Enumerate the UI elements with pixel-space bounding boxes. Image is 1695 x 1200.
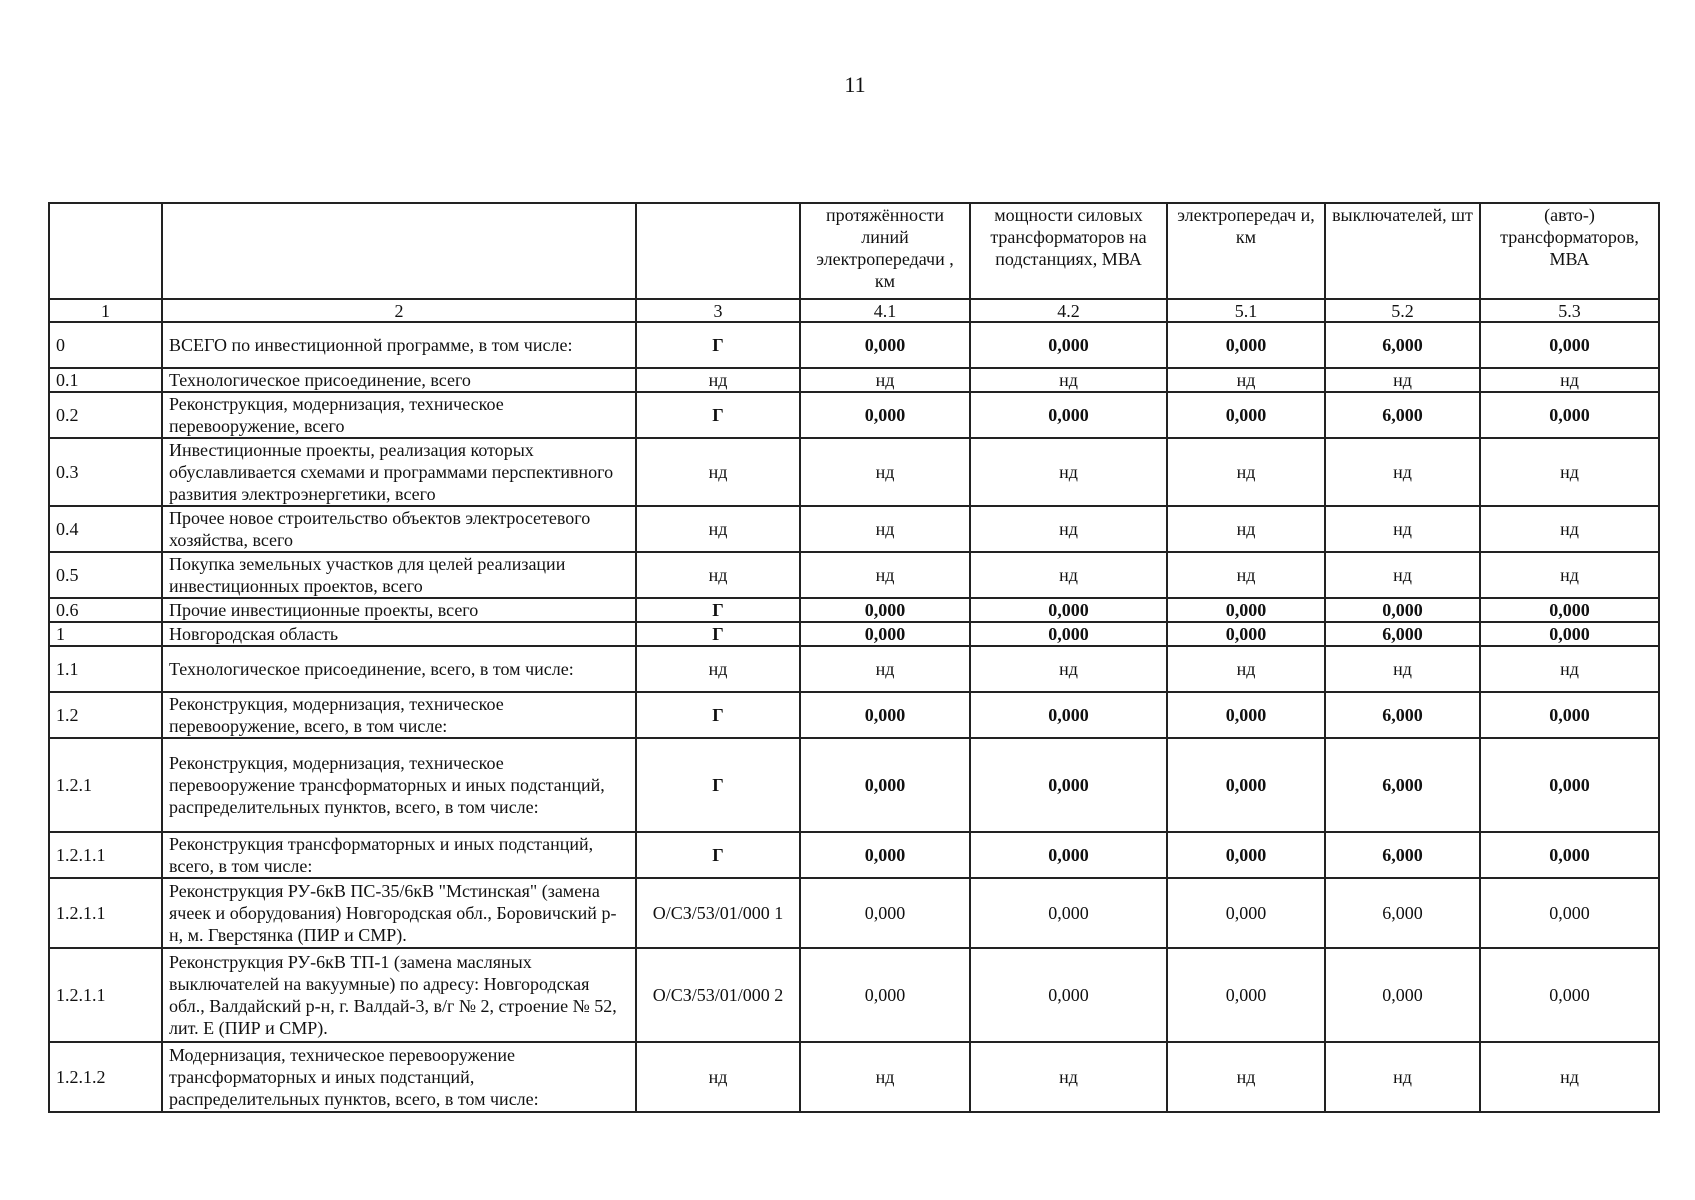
- cell-autotransformers-mva: нд: [1480, 1042, 1659, 1112]
- cell-length-lines-km: нд: [800, 646, 970, 692]
- cell-autotransformers-mva: 0,000: [1480, 832, 1659, 878]
- cell-breakers-count: нд: [1325, 506, 1480, 552]
- cell-transformer-power-mva: 0,000: [970, 692, 1167, 738]
- cell-autotransformers-mva: нд: [1480, 438, 1659, 506]
- cell-length-lines-km: 0,000: [800, 832, 970, 878]
- header-cell-transformer-power-mva: мощности силовых трансформаторов на подстанциях, МВА: [970, 203, 1167, 299]
- cell-transformer-power-mva: 0,000: [970, 948, 1167, 1042]
- cell-project-id: Г: [636, 832, 800, 878]
- cell-name: ВСЕГО по инвестиционной программе, в том числе:: [162, 322, 636, 368]
- cell-breakers-count: 6,000: [1325, 322, 1480, 368]
- column-number-cell: 1: [49, 299, 162, 322]
- header-cell-name: [162, 203, 636, 299]
- header-cell-code: [49, 203, 162, 299]
- header-cell-project-id: [636, 203, 800, 299]
- cell-autotransformers-mva: 0,000: [1480, 598, 1659, 622]
- cell-name: Технологическое присоединение, всего, в том числе:: [162, 646, 636, 692]
- cell-transformer-power-mva: нд: [970, 506, 1167, 552]
- cell-autotransformers-mva: 0,000: [1480, 392, 1659, 438]
- cell-length-lines-km: 0,000: [800, 322, 970, 368]
- cell-breakers-count: 6,000: [1325, 622, 1480, 646]
- cell-breakers-count: 0,000: [1325, 598, 1480, 622]
- cell-transformer-power-mva: 0,000: [970, 622, 1167, 646]
- cell-name: Реконструкция, модернизация, техническое перевооружение, всего: [162, 392, 636, 438]
- cell-autotransformers-mva: нд: [1480, 552, 1659, 598]
- cell-length-lines-km: нд: [800, 506, 970, 552]
- cell-power-lines-km: 0,000: [1167, 598, 1325, 622]
- cell-project-id: нд: [636, 438, 800, 506]
- cell-length-lines-km: нд: [800, 438, 970, 506]
- cell-transformer-power-mva: нд: [970, 1042, 1167, 1112]
- column-number-cell: 5.1: [1167, 299, 1325, 322]
- cell-length-lines-km: 0,000: [800, 948, 970, 1042]
- cell-transformer-power-mva: нд: [970, 552, 1167, 598]
- cell-power-lines-km: нд: [1167, 552, 1325, 598]
- table-row: [49, 598, 1659, 622]
- cell-name: Новгородская область: [162, 622, 636, 646]
- cell-length-lines-km: нд: [800, 368, 970, 392]
- table-row: [49, 738, 1659, 832]
- cell-power-lines-km: 0,000: [1167, 878, 1325, 948]
- cell-project-id: нд: [636, 1042, 800, 1112]
- table-row: [49, 948, 1659, 1042]
- cell-name: Инвестиционные проекты, реализация которых обуславливается схемами и программами перспективного развития электроэнергетики, всего: [162, 438, 636, 506]
- table-header-row: [49, 203, 1659, 299]
- header-cell-autotransformers-mva: (авто-) трансформаторов, МВА: [1480, 203, 1659, 299]
- cell-code: 1.2: [49, 692, 162, 738]
- header-cell-length-lines-km: протяжённости линий электропередачи , км: [800, 203, 970, 299]
- cell-project-id: нд: [636, 646, 800, 692]
- cell-autotransformers-mva: 0,000: [1480, 878, 1659, 948]
- cell-code: 0.5: [49, 552, 162, 598]
- cell-breakers-count: 6,000: [1325, 392, 1480, 438]
- cell-breakers-count: 6,000: [1325, 738, 1480, 832]
- cell-breakers-count: нд: [1325, 1042, 1480, 1112]
- cell-transformer-power-mva: нд: [970, 368, 1167, 392]
- table-row: [49, 368, 1659, 392]
- table-row: [49, 646, 1659, 692]
- cell-transformer-power-mva: 0,000: [970, 322, 1167, 368]
- column-number-cell: 4.1: [800, 299, 970, 322]
- cell-power-lines-km: 0,000: [1167, 622, 1325, 646]
- cell-name: Модернизация, техническое перевооружение трансформаторных и иных подстанций, распределительных пунктов, всего, в том числе:: [162, 1042, 636, 1112]
- cell-power-lines-km: нд: [1167, 1042, 1325, 1112]
- cell-length-lines-km: 0,000: [800, 392, 970, 438]
- table-row: [49, 438, 1659, 506]
- cell-length-lines-km: 0,000: [800, 738, 970, 832]
- cell-power-lines-km: 0,000: [1167, 322, 1325, 368]
- cell-transformer-power-mva: нд: [970, 438, 1167, 506]
- cell-code: 0.1: [49, 368, 162, 392]
- column-number-cell: 3: [636, 299, 800, 322]
- column-number-cell: 5.3: [1480, 299, 1659, 322]
- cell-transformer-power-mva: 0,000: [970, 738, 1167, 832]
- cell-breakers-count: 6,000: [1325, 692, 1480, 738]
- investment-program-table: [48, 202, 1660, 1113]
- cell-power-lines-km: 0,000: [1167, 832, 1325, 878]
- cell-code: 0.4: [49, 506, 162, 552]
- cell-length-lines-km: 0,000: [800, 878, 970, 948]
- cell-code: 1.1: [49, 646, 162, 692]
- column-number-cell: 4.2: [970, 299, 1167, 322]
- cell-project-id: нд: [636, 506, 800, 552]
- cell-length-lines-km: 0,000: [800, 598, 970, 622]
- cell-length-lines-km: 0,000: [800, 692, 970, 738]
- cell-power-lines-km: нд: [1167, 368, 1325, 392]
- cell-transformer-power-mva: 0,000: [970, 598, 1167, 622]
- cell-name: Реконструкция РУ-6кВ ТП-1 (замена масляных выключателей на вакуумные) по адресу: Новгородская обл., Валдайский р-н, г. Валдай-3, в/г № 2, строение № 52, лит. Е (ПИР и СМР).: [162, 948, 636, 1042]
- cell-code: 1.2.1.1: [49, 832, 162, 878]
- cell-transformer-power-mva: нд: [970, 646, 1167, 692]
- cell-code: 0.6: [49, 598, 162, 622]
- cell-name: Реконструкция трансформаторных и иных подстанций, всего, в том числе:: [162, 832, 636, 878]
- cell-autotransformers-mva: 0,000: [1480, 692, 1659, 738]
- cell-project-id: Г: [636, 692, 800, 738]
- table-row: [49, 878, 1659, 948]
- cell-breakers-count: нд: [1325, 552, 1480, 598]
- column-number-cell: 5.2: [1325, 299, 1480, 322]
- cell-autotransformers-mva: 0,000: [1480, 738, 1659, 832]
- cell-autotransformers-mva: 0,000: [1480, 622, 1659, 646]
- cell-project-id: Г: [636, 738, 800, 832]
- cell-code: 1.2.1: [49, 738, 162, 832]
- table-row: [49, 552, 1659, 598]
- cell-autotransformers-mva: нд: [1480, 506, 1659, 552]
- cell-project-id: Г: [636, 598, 800, 622]
- cell-transformer-power-mva: 0,000: [970, 878, 1167, 948]
- cell-name: Реконструкция, модернизация, техническое перевооружение трансформаторных и иных подстанций, распределительных пунктов, всего, в том числе:: [162, 738, 636, 832]
- cell-project-id: нд: [636, 552, 800, 598]
- cell-power-lines-km: нд: [1167, 506, 1325, 552]
- cell-length-lines-km: нд: [800, 552, 970, 598]
- cell-project-id: Г: [636, 322, 800, 368]
- cell-transformer-power-mva: 0,000: [970, 392, 1167, 438]
- cell-code: 0.3: [49, 438, 162, 506]
- cell-length-lines-km: нд: [800, 1042, 970, 1112]
- cell-code: 0.2: [49, 392, 162, 438]
- cell-name: Технологическое присоединение, всего: [162, 368, 636, 392]
- table-row: [49, 692, 1659, 738]
- cell-code: 1: [49, 622, 162, 646]
- cell-name: Прочие инвестиционные проекты, всего: [162, 598, 636, 622]
- table-row: [49, 392, 1659, 438]
- cell-project-id: Г: [636, 622, 800, 646]
- table-row: [49, 832, 1659, 878]
- cell-project-id: О/СЗ/53/01/000 2: [636, 948, 800, 1042]
- header-cell-power-lines-km: электропередач и, км: [1167, 203, 1325, 299]
- cell-project-id: О/СЗ/53/01/000 1: [636, 878, 800, 948]
- table-row: [49, 506, 1659, 552]
- cell-power-lines-km: нд: [1167, 646, 1325, 692]
- cell-autotransformers-mva: нд: [1480, 368, 1659, 392]
- cell-project-id: нд: [636, 368, 800, 392]
- cell-autotransformers-mva: 0,000: [1480, 948, 1659, 1042]
- cell-project-id: Г: [636, 392, 800, 438]
- table-row: [49, 622, 1659, 646]
- cell-transformer-power-mva: 0,000: [970, 832, 1167, 878]
- cell-power-lines-km: 0,000: [1167, 692, 1325, 738]
- cell-autotransformers-mva: 0,000: [1480, 322, 1659, 368]
- cell-power-lines-km: 0,000: [1167, 392, 1325, 438]
- page-number: 11: [844, 72, 866, 97]
- cell-power-lines-km: 0,000: [1167, 948, 1325, 1042]
- cell-code: 1.2.1.2: [49, 1042, 162, 1112]
- header-cell-breakers-count: выключателей, шт: [1325, 203, 1480, 299]
- cell-name: Реконструкция РУ-6кВ ПС-35/6кВ "Мстинская" (замена ячеек и оборудования) Новгородская обл., Боровичский р-н, м. Гверстянка (ПИР и СМР).: [162, 878, 636, 948]
- cell-name: Реконструкция, модернизация, техническое перевооружение, всего, в том числе:: [162, 692, 636, 738]
- cell-name: Покупка земельных участков для целей реализации инвестиционных проектов, всего: [162, 552, 636, 598]
- cell-length-lines-km: 0,000: [800, 622, 970, 646]
- cell-code: 1.2.1.1: [49, 948, 162, 1042]
- column-number-cell: 2: [162, 299, 636, 322]
- table-row: [49, 322, 1659, 368]
- cell-breakers-count: 0,000: [1325, 948, 1480, 1042]
- column-number-row: [49, 299, 1659, 322]
- cell-breakers-count: нд: [1325, 646, 1480, 692]
- cell-breakers-count: нд: [1325, 368, 1480, 392]
- cell-breakers-count: нд: [1325, 438, 1480, 506]
- cell-breakers-count: 6,000: [1325, 832, 1480, 878]
- table-row: [49, 1042, 1659, 1112]
- cell-code: 1.2.1.1: [49, 878, 162, 948]
- cell-power-lines-km: 0,000: [1167, 738, 1325, 832]
- cell-power-lines-km: нд: [1167, 438, 1325, 506]
- cell-name: Прочее новое строительство объектов электросетевого хозяйства, всего: [162, 506, 636, 552]
- cell-breakers-count: 6,000: [1325, 878, 1480, 948]
- cell-autotransformers-mva: нд: [1480, 646, 1659, 692]
- cell-code: 0: [49, 322, 162, 368]
